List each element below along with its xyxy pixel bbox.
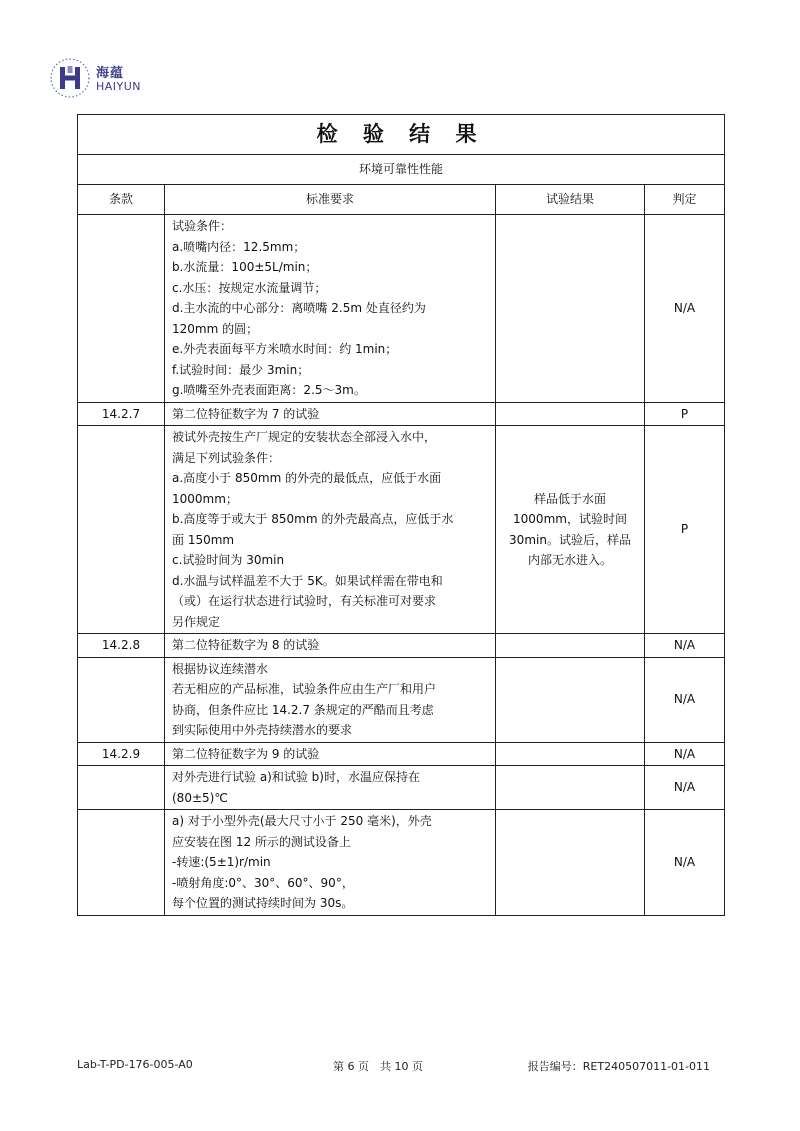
verdict-cell: N/A bbox=[645, 657, 725, 742]
clause-cell bbox=[78, 810, 165, 916]
logo-english-name: HAIYUN bbox=[96, 80, 142, 93]
result-line: 内部无水进入。 bbox=[527, 553, 612, 567]
requirement-line: 到实际使用中外壳持续潜水的要求 bbox=[172, 723, 353, 737]
verdict-cell: N/A bbox=[645, 742, 725, 766]
inspection-results-table bbox=[77, 114, 725, 916]
haiyun-h-logo-icon bbox=[48, 56, 92, 100]
requirement-line: 若无相应的产品标准，试验条件应由生产厂和用户 bbox=[172, 682, 437, 696]
column-header-verdict: 判定 bbox=[645, 185, 725, 215]
result-line: 样品低于水面 bbox=[533, 491, 606, 506]
requirement-line: a.喷嘴内径：12.5mm； bbox=[172, 239, 306, 254]
section-heading: 环境可靠性性能 bbox=[78, 155, 725, 185]
requirement-line: f.试验时间：最少 3min； bbox=[172, 362, 310, 377]
table-row bbox=[78, 215, 725, 403]
requirement-line: 满足下列试验条件： bbox=[172, 450, 281, 465]
requirement-line: (80±5)℃ bbox=[172, 790, 228, 805]
verdict-cell: N/A bbox=[645, 215, 725, 403]
requirement-cell bbox=[165, 657, 496, 742]
requirement-line: c.水压：按规定水流量调节； bbox=[172, 280, 327, 295]
requirement-line: b.水流量：100±5L/min； bbox=[172, 260, 318, 274]
requirement-cell bbox=[165, 402, 496, 426]
clause-cell: 14.2.9 bbox=[78, 742, 165, 766]
table-header-row bbox=[78, 185, 725, 215]
clause-cell bbox=[78, 426, 165, 634]
requirement-line: 试验条件： bbox=[172, 219, 233, 233]
table-row bbox=[78, 766, 725, 810]
requirement-line: 协商，但条件应比 14.2.7 条规定的严酷而且考虑 bbox=[172, 702, 434, 717]
verdict-cell: N/A bbox=[645, 810, 725, 916]
requirement-line: 第二位特征数字为 9 的试验 bbox=[172, 746, 320, 761]
verdict-cell: P bbox=[645, 426, 725, 634]
verdict-cell: N/A bbox=[645, 766, 725, 810]
requirement-line: e.外壳表面每平方米喷水时间：约 1min； bbox=[172, 342, 398, 356]
column-header-clause: 条款 bbox=[78, 185, 165, 215]
column-header-result: 试验结果 bbox=[496, 185, 645, 215]
requirement-line: 根据协议连续潜水 bbox=[172, 661, 269, 676]
table-row bbox=[78, 657, 725, 742]
result-line: 30min。试验后，样品 bbox=[509, 532, 631, 547]
clause-cell bbox=[78, 657, 165, 742]
requirement-line: d.水温与试样温差不大于 5K。如果试样需在带电和 bbox=[172, 573, 443, 588]
requirement-line: c.试验时间为 30min bbox=[172, 553, 285, 567]
result-cell bbox=[496, 215, 645, 403]
result-cell bbox=[496, 766, 645, 810]
table-row bbox=[78, 742, 725, 766]
requirement-line: a) 对于小型外壳(最大尺寸小于 250 毫米)，外壳 bbox=[172, 814, 432, 828]
table-title: 检 验 结 果 bbox=[78, 115, 725, 155]
requirement-line: g.喷嘴至外壳表面距离：2.5～3m。 bbox=[172, 383, 366, 397]
requirement-line: 对外壳进行试验 a)和试验 b)时，水温应保持在 bbox=[172, 770, 420, 784]
table-row bbox=[78, 402, 725, 426]
requirement-cell bbox=[165, 215, 496, 403]
footer-page-number: 第 6 页 共 10 页 bbox=[333, 1060, 423, 1073]
footer-report-number: 报告编号：RET240507011-01-011 bbox=[527, 1060, 710, 1073]
requirement-line: 1000mm； bbox=[172, 491, 238, 506]
requirement-line: b.高度等于或大于 850mm 的外壳最高点，应低于水 bbox=[172, 512, 454, 526]
result-cell bbox=[496, 657, 645, 742]
requirement-line: a.高度小于 850mm 的外壳的最低点，应低于水面 bbox=[172, 471, 442, 485]
requirement-line: （或）在运行状态进行试验时，有关标准可对要求 bbox=[172, 594, 437, 608]
table-row bbox=[78, 426, 725, 634]
requirement-line: -喷射角度:0°、30°、60°、90°， bbox=[172, 875, 354, 890]
requirement-line: 每个位置的测试持续时间为 30s。 bbox=[172, 896, 354, 910]
result-line: 1000mm，试验时间 bbox=[513, 512, 627, 526]
result-cell bbox=[496, 742, 645, 766]
verdict-cell: P bbox=[645, 402, 725, 426]
table-row bbox=[78, 634, 725, 658]
requirement-cell bbox=[165, 634, 496, 658]
requirement-cell bbox=[165, 766, 496, 810]
requirement-line: 120mm 的圆； bbox=[172, 321, 259, 336]
result-cell bbox=[496, 810, 645, 916]
company-logo bbox=[48, 56, 148, 102]
verdict-cell: N/A bbox=[645, 634, 725, 658]
table-row bbox=[78, 810, 725, 916]
requirement-line: -转速:(5±1)r/min bbox=[172, 855, 271, 869]
footer-doc-code: Lab-T-PD-176-005-A0 bbox=[77, 1058, 193, 1071]
requirement-line: 另作规定 bbox=[172, 614, 221, 629]
requirement-line: 第二位特征数字为 8 的试验 bbox=[172, 638, 320, 652]
requirement-line: 应安装在图 12 所示的测试设备上 bbox=[172, 834, 351, 849]
logo-chinese-name: 海蕴 bbox=[96, 66, 125, 81]
result-cell bbox=[496, 402, 645, 426]
result-cell bbox=[496, 634, 645, 658]
clause-cell: 14.2.8 bbox=[78, 634, 165, 658]
column-header-requirement: 标准要求 bbox=[165, 185, 496, 215]
requirement-line: 面 150mm bbox=[172, 532, 235, 547]
requirement-cell bbox=[165, 742, 496, 766]
requirement-cell bbox=[165, 426, 496, 634]
clause-cell bbox=[78, 766, 165, 810]
requirement-line: d.主水流的中心部分：离喷嘴 2.5m 处直径约为 bbox=[172, 301, 426, 315]
requirement-line: 被试外壳按生产厂规定的安装状态全部浸入水中， bbox=[172, 430, 437, 444]
clause-cell bbox=[78, 215, 165, 403]
clause-cell: 14.2.7 bbox=[78, 402, 165, 426]
requirement-cell bbox=[165, 810, 496, 916]
requirement-line: 第二位特征数字为 7 的试验 bbox=[172, 406, 320, 421]
result-cell bbox=[496, 426, 645, 634]
